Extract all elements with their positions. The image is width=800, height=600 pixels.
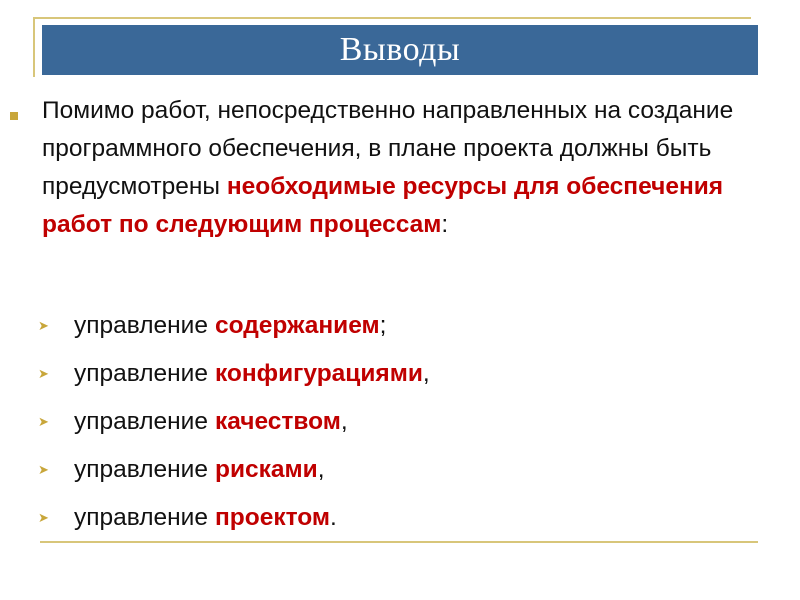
item-suffix: . — [330, 504, 337, 531]
item-suffix: , — [422, 360, 430, 387]
arrow-bullet-icon: ➤ — [38, 414, 49, 429]
item-prefix: управление — [74, 408, 208, 435]
list-item — [38, 446, 430, 494]
arrow-bullet-icon: ➤ — [38, 318, 49, 333]
process-list — [38, 302, 430, 542]
arrow-bullet-icon: ➤ — [38, 510, 49, 525]
square-bullet-icon — [10, 112, 18, 120]
arrow-bullet-icon: ➤ — [38, 366, 49, 381]
item-prefix: управление — [74, 456, 208, 483]
paragraph-emphasis: необходимые ресурсы для обеспечения работ по следующим процессам — [42, 173, 724, 238]
item-emphasis: рисками — [214, 456, 318, 483]
frame-left-line — [33, 17, 35, 77]
item-emphasis: конфигурациями — [214, 360, 423, 387]
list-item — [38, 494, 430, 542]
item-suffix: , — [340, 408, 348, 435]
arrow-bullet-icon: ➤ — [38, 462, 49, 477]
slide-title: Выводы — [339, 31, 461, 68]
item-emphasis: содержанием — [214, 312, 380, 339]
paragraph-tail: : — [441, 211, 449, 238]
item-suffix: ; — [379, 312, 387, 339]
frame-top-line — [33, 17, 751, 19]
item-prefix: управление — [74, 312, 208, 339]
item-emphasis: проектом — [214, 504, 331, 531]
main-paragraph — [42, 92, 792, 244]
item-emphasis: качеством — [214, 408, 341, 435]
list-item — [38, 302, 430, 350]
title-bar — [42, 25, 758, 75]
paragraph-text: Помимо работ, непосредственно направленных на создание программного обеспечения, в плане проекта должны быть предусмотрены — [42, 97, 734, 200]
list-item — [38, 398, 430, 446]
item-prefix: управление — [74, 360, 208, 387]
item-suffix: , — [317, 456, 325, 483]
item-prefix: управление — [74, 504, 208, 531]
list-item — [38, 350, 430, 398]
